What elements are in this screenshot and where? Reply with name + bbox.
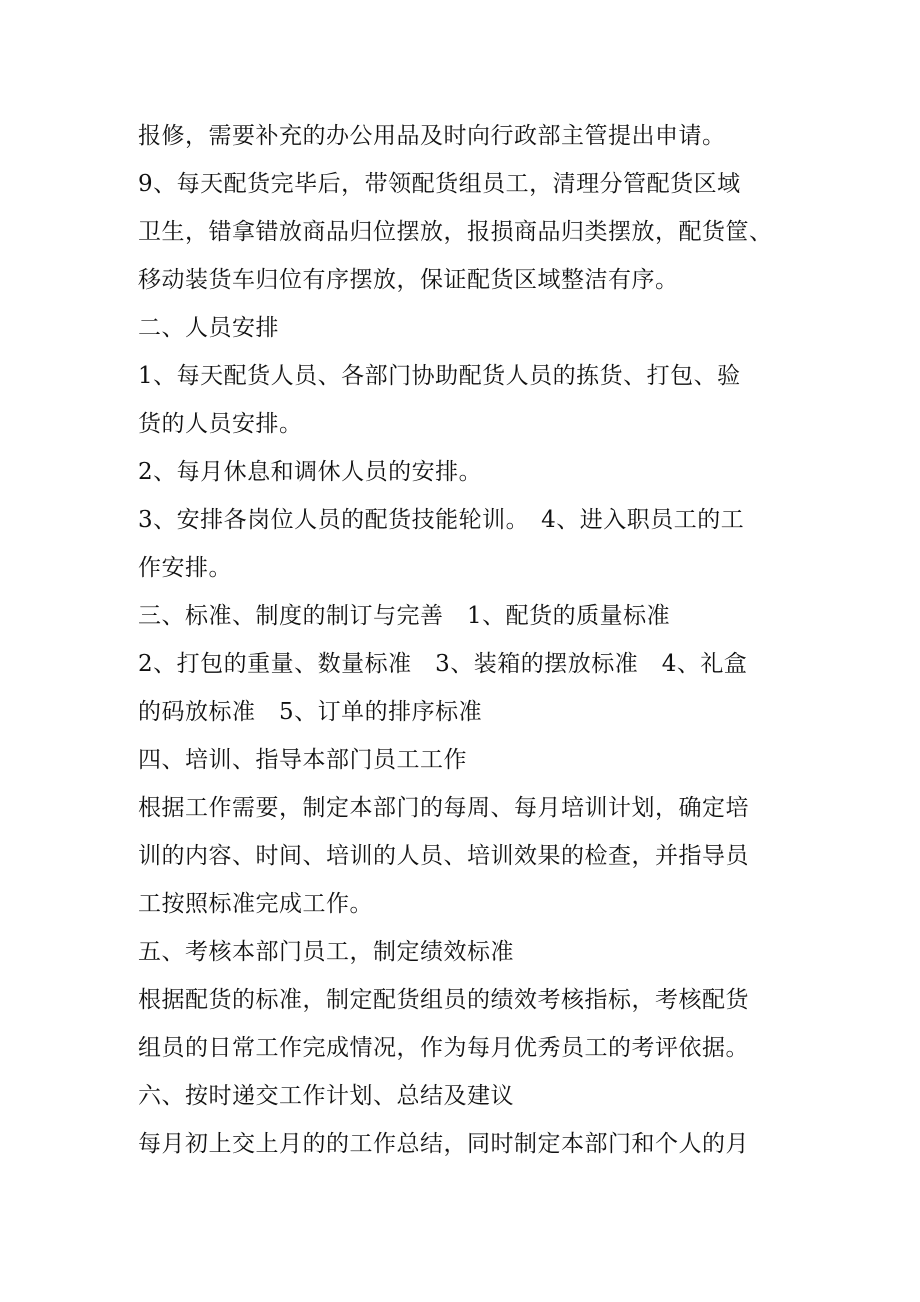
text-line: 2、打包的重量、数量标准 3、装箱的摆放标准 4、礼盒 [138, 651, 748, 677]
text-line: 3、安排各岗位人员的配货技能轮训。 4、进入职员工的工 [138, 507, 745, 533]
text-line: 工按照标准完成工作。 [138, 891, 373, 917]
text-line: 训的内容、时间、培训的人员、培训效果的检查，并指导员 [138, 843, 749, 869]
section-heading: 六、按时递交工作计划、总结及建议 [138, 1083, 514, 1109]
text-line: 移动装货车归位有序摆放，保证配货区域整洁有序。 [138, 267, 679, 293]
text-line: 2、每月休息和调休人员的安排。 [138, 459, 483, 485]
section-heading: 四、培训、指导本部门员工工作 [138, 747, 467, 773]
text-line: 9、每天配货完毕后，带领配货组员工，清理分管配货区域 [138, 171, 741, 197]
section-heading: 五、考核本部门员工，制定绩效标准 [138, 939, 514, 965]
text-line: 1、每天配货人员、各部门协助配货人员的拣货、打包、验 [138, 363, 741, 389]
text-line: 卫生，错拿错放商品归位摆放，报损商品归类摆放，配货筐、 [138, 219, 773, 245]
text-line: 货的人员安排。 [138, 411, 303, 437]
text-line: 的码放标准 5、订单的排序标准 [138, 699, 483, 725]
text-line: 作安排。 [138, 555, 232, 581]
text-line: 报修，需要补充的办公用品及时向行政部主管提出申请。 [138, 123, 726, 149]
section-heading: 三、标准、制度的制订与完善 1、配货的质量标准 [138, 603, 671, 629]
text-line: 每月初上交上月的的工作总结，同时制定本部门和个人的月 [138, 1131, 749, 1157]
text-line: 根据配货的标准，制定配货组员的绩效考核指标，考核配货 [138, 987, 749, 1013]
section-heading: 二、人员安排 [138, 315, 279, 341]
text-line: 根据工作需要，制定本部门的每周、每月培训计划，确定培 [138, 795, 749, 821]
text-line: 组员的日常工作完成情况，作为每月优秀员工的考评依据。 [138, 1035, 749, 1061]
